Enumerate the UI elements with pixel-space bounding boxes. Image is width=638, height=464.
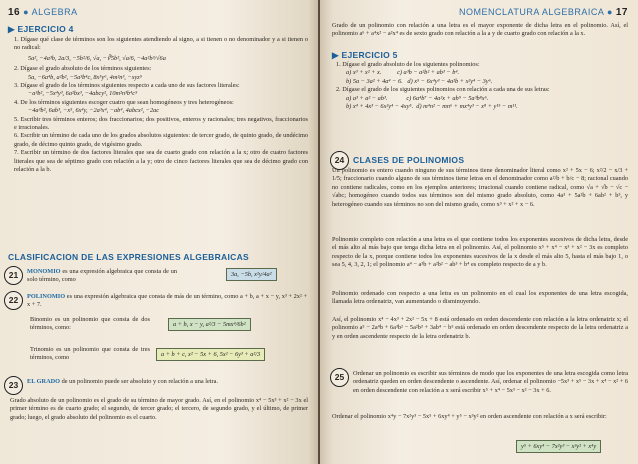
list-item: 3. Dígase el grado de los términos siguientes respecto a cada uno de sus factores literales: [14,82,240,90]
header-dot: ● [606,7,616,17]
grado-letra-paragraph: Grado de un polinomio con relación a una letra es el mayor exponente de dicha letra en el polinomio. Así, el polinomio a⁶ + a⁴x² − a²x⁴ es de sexto grado con relación a la a y de cuarto grado con relación a la x. [332,22,628,38]
trinomio-examples-box: a + b + c, x² − 5x + 6, 5x² − 6y³ + a²/3 [156,348,265,361]
trinomio-definition: Trinomio es un polinomio que consta de tres términos, como [30,346,150,362]
list-item: 1. Dígase el grado absoluto de los siguientes polinomios: [336,61,480,68]
ejercicio-4-list [14,36,308,175]
list-item: 4. De los términos siguientes escoger cuatro que sean homogéneos y tres heterogéneos: [14,98,234,106]
list-item: 6. Escribir un término de cada uno de los grados absolutos siguientes: de tercer grado, de quinto grado, de undécimo grado, de décimo quinto grado, de vigésimo grado. [14,132,308,148]
monomio-definition: MONOMIO es una expresión algebraica que consta de un solo término, como [27,268,177,284]
list-item: −a³b², −5x⁴y³, 6a²bx³, −4abcy², 10m²n³b⁴c⁵ [28,90,138,98]
binomio-examples-box: a + b, x − y, a²/3 − 5mx⁴/6b² [168,318,251,331]
list-item: −4a³b², 6ab³, −x⁵, 6x⁴y, −2a³x⁴, −ab⁴, 4abcx², −2ac [28,107,160,115]
running-head-right: NOMENCLATURA ALGEBRAICA [459,7,604,17]
ejercicio-5-list [336,61,628,111]
binomio-definition: Binomio es un polinomio que consta de dos términos, como: [30,316,150,332]
clases-paragraph-1: Un polinomio es entero cuando ninguno de sus términos tiene denominador literal como x² + 5x − 6; x²/2 − x/3 + 1/5; fraccionario cuando alguno de sus términos tiene letras en el denominador como a²/b + b/c − 8; racional cuando no contiene radicales, como en los ejemplos anteriores; irracional cuando contiene radical, como √a + √b − √c − √abc; homogéneo cuando todos sus términos son del mismo grado absoluto, como 4a³ + 5a²b + 6ab² + b³, y heterogéneo cuando sus términos no son del mismo grado, como x³ + x² + x − 6. [332,167,628,208]
list-item: 7. Escribir un término de dos factores literales que sea de cuarto grado con relación a la x; otro de cuatro factores literales que sea de séptimo grado con relación a la y; otro de cinco factores literales que sea de décimo grado con relación a la b. [14,149,308,174]
page-number-right: 17 [615,7,628,18]
clasificacion-title: CLASIFICACION DE LAS EXPRESIONES ALGEBRAICAS [8,252,249,262]
ordenar-paragraph-2: Ordenar el polinomio x⁴y − 7x²y³ − 5x⁵ + 6xy⁴ + y⁵ − x³y² en orden ascendente con relación a x será escribir: [332,413,607,420]
list-item: 5. Escribir tres términos enteros; dos fraccionarios; dos positivos, enteros y racionales; tres negativos, fraccionarios e irracionales. [14,115,308,132]
list-item: a) a³ + a² − ab³. c) 6a⁴b⁷ − 4a²x + ab⁹ − 5a³b⁸x⁶. [346,94,489,102]
ordenar-example-box: y⁵ + 6xy⁴ − 7x²y³ − x³y² + x⁴y [516,440,601,453]
right-page [320,0,638,464]
list-item: 5a², −4a³b, 2a/3, −5b²/6, √a, −∛5b², √a/6, −4a²b³/√6a [28,54,166,62]
section-number-24: 24 [330,151,349,170]
ejercicio-5-title: ▶ EJERCICIO 5 [332,50,398,60]
list-item: 2. Dígase el grado de los siguientes polinomios con relación a cada una de sus letras: [336,86,550,94]
list-item: b) x⁴ + 4x³ − 6x²y⁴ − 4xy⁵. d) m⁴n² − mn⁶ + mx⁴y³ − x⁸ + y¹⁵ − m¹¹. [346,103,518,111]
clases-paragraph-4: Así, el polinomio x⁴ − 4x³ + 2x² − 5x + 8 está ordenado en orden descendente con relación a la letra ordenatriz x; el polinomio a⁵ − 2a⁴b + 6a³b² − 5a²b³ + 3ab⁴ − b⁵ está ordenado en orden descendente respecto de la letra ordenatriz a y en orden ascendente respecto de la letra ordenatriz b. [332,316,628,340]
triangle-icon: ▶ [332,50,342,60]
left-page-header [8,7,78,18]
clases-paragraph-3: Polinomio ordenado con respecto a una letra es un polinomio en el cual los exponentes de una letra escogida, llamada letra ordenatriz, van aumentando o disminuyendo. [332,290,628,306]
page-number-left: 16 [8,7,21,18]
ordenar-paragraph: Ordenar un polinomio es escribir sus términos de modo que los exponentes de una letra escogida como letra ordenatriz queden en orden descendente o ascendente. Así, ordenar el polinomio −5x³ + x⁵ − 3x + x⁴ − x² + 6 en orden descendente con relación a x será escribir x⁵ + x⁴ − 5x³ − x² − 3x + 6. [353,370,628,394]
clases-title: CLASES DE POLINOMIOS [353,155,465,165]
list-item: 2. Dígase el grado absoluto de los términos siguientes: [14,65,152,73]
list-item: 5a, −6a⁴b, a²b², −5a³b⁴c, 8x⁵y⁶, 4m²n³, −xyz⁵ [28,73,142,81]
running-head-left: ALGEBRA [31,7,78,17]
ejercicio-4-title: ▶ EJERCICIO 4 [8,24,74,34]
polinomio-definition: POLINOMIO es una expresión algebraica que consta de más de un término, como a + b, a + x − y, x³ + 2x² + x + 7. [27,293,307,309]
clases-paragraph-2: Polinomio completo con relación a una letra es el que contiene todos los exponentes sucesivos de dicha letra, desde el más alto al más bajo que tenga dicha letra en el polinomio. Así, el polinomio x⁵ + x⁴ − x³ + x² − 3x es completo respecto de la x, porque contiene todos los exponentes sucesivos de la x desde el más alto 5, hasta el más bajo 1, o sea 5, 4, 3, 2, 1; el polinomio a⁴ − a³b + a²b² − ab³ + b⁴ es completo respecto de a y b. [332,236,628,269]
right-page-header [459,7,628,18]
section-number-23: 23 [4,376,23,395]
triangle-icon: ▶ [8,24,18,34]
monomio-examples-box: 3a, −5b, x²y/4a² [226,268,277,281]
list-item: 1. Dígase qué clase de términos son los siguientes atendiendo al signo, a si tienen o no denominador y a si tienen o no radical: [14,36,308,52]
header-dot: ● [23,7,32,17]
grado-definition: EL GRADO de un polinomio puede ser absoluto y con relación a una letra. [27,378,218,385]
list-item: b) 5a − 3a² + 4a⁴ − 6. d) x⁵ − 6x⁴y³ − 4a²b + x²y⁴ − 3y⁶. [346,77,493,85]
list-item: a) x³ + x² + x. c) a³b − a²b² + ab³ − b⁴. [346,69,460,77]
left-page [0,0,318,464]
grado-absoluto-paragraph: Grado absoluto de un polinomio es el grado de su término de mayor grado. Así, en el polinomio x⁴ − 5x³ + x² − 3x el primer término es de cuarto grado; el segundo, de tercer grado; el tercero, de segundo grado, y el último, de primer grado; luego, el grado absoluto del polinomio es el cuarto. [10,397,308,421]
section-number-21: 21 [4,266,23,285]
section-number-25: 25 [330,368,349,387]
section-number-22: 22 [4,291,23,310]
